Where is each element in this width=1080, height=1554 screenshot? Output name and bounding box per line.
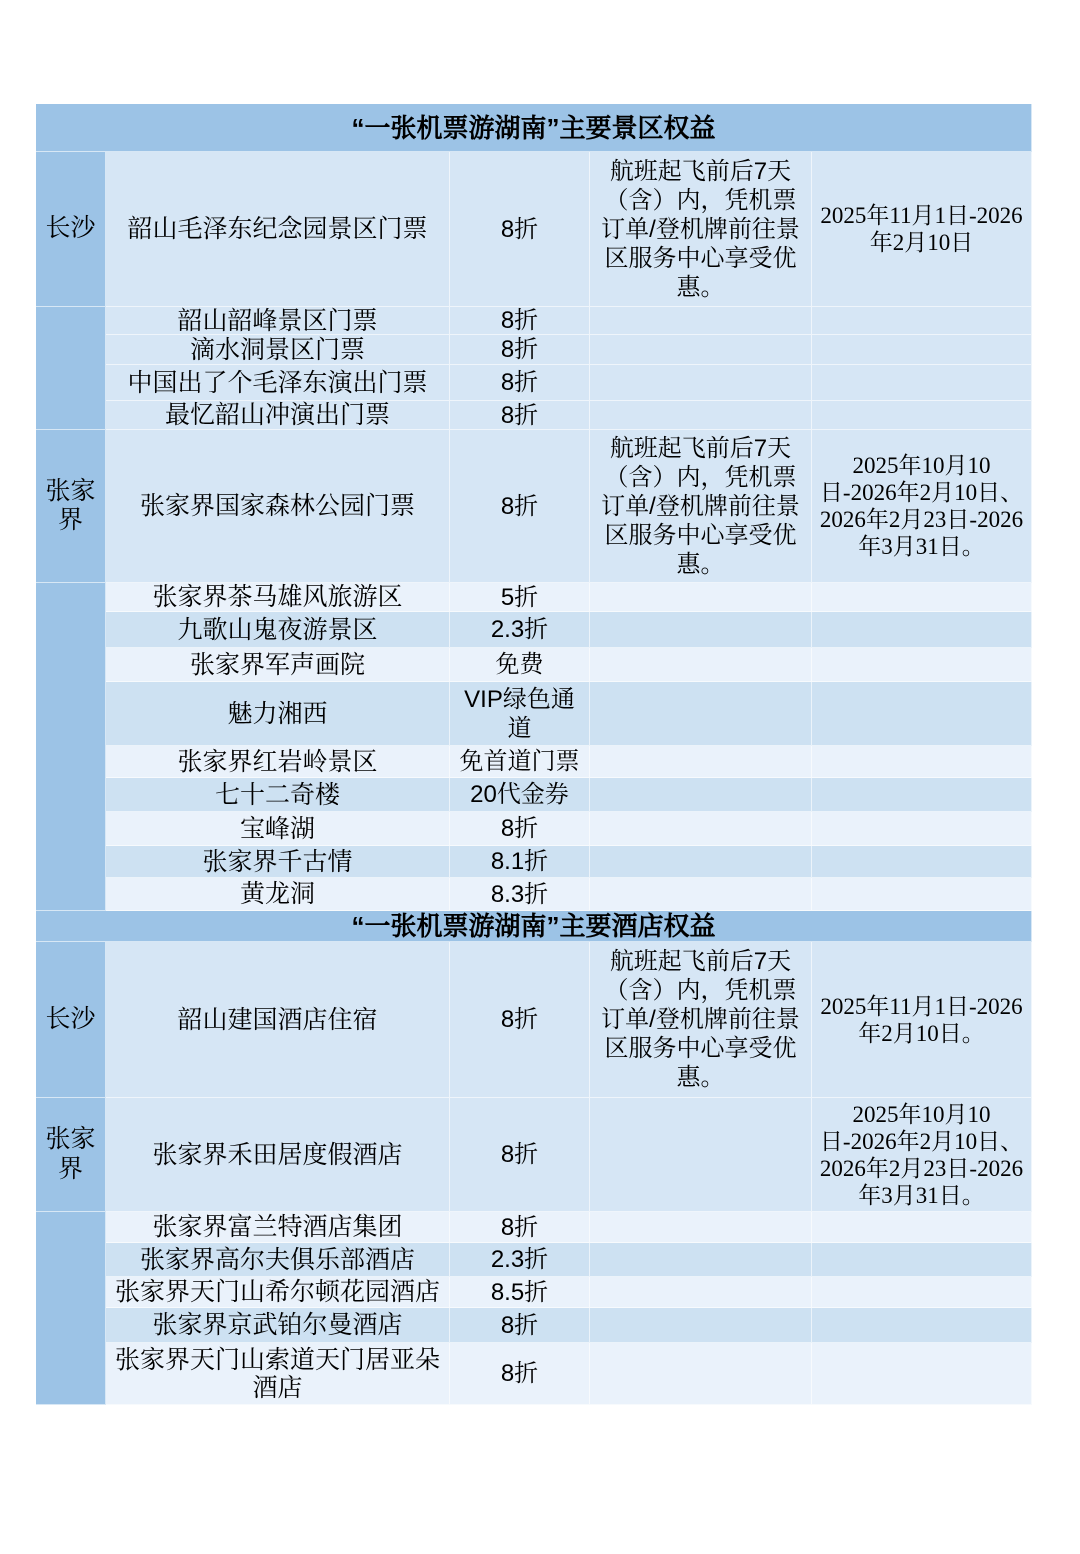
attraction-name: 宝峰湖 — [106, 812, 450, 846]
usage-condition — [590, 1277, 812, 1308]
usage-condition — [590, 365, 812, 401]
validity-period — [812, 812, 1032, 846]
attraction-name: 七十二奇楼 — [106, 778, 450, 812]
benefit-value: 8.3折 — [450, 878, 590, 911]
validity-period — [812, 1212, 1032, 1243]
city-cell-empty — [36, 1212, 106, 1405]
city-cell-zhangjiajie: 张家界 — [36, 430, 106, 583]
city-cell-changsha: 长沙 — [36, 152, 106, 307]
validity-period — [812, 1243, 1032, 1277]
usage-condition — [590, 846, 812, 878]
attraction-name: 中国出了个毛泽东演出门票 — [106, 365, 450, 401]
usage-condition — [590, 682, 812, 746]
hotel-name: 张家界京武铂尔曼酒店 — [106, 1308, 450, 1343]
benefit-value: 8折 — [450, 1308, 590, 1343]
benefit-value: 2.3折 — [450, 1243, 590, 1277]
validity-period — [812, 1343, 1032, 1405]
attraction-name: 魅力湘西 — [106, 682, 450, 746]
validity-period — [812, 365, 1032, 401]
hotel-name: 张家界天门山希尔顿花园酒店 — [106, 1277, 450, 1308]
usage-condition — [590, 1098, 812, 1212]
usage-condition — [590, 878, 812, 911]
city-cell-changsha: 长沙 — [36, 942, 106, 1098]
validity-period: 2025年10月10 日-2026年2月10日、 2026年2月23日-2026 年3月31日。 — [812, 1098, 1032, 1212]
validity-period — [812, 612, 1032, 648]
hotel-name: 张家界高尔夫俱乐部酒店 — [106, 1243, 450, 1277]
validity-period — [812, 307, 1032, 335]
attraction-name: 滴水洞景区门票 — [106, 335, 450, 365]
validity-period — [812, 335, 1032, 365]
attraction-name: 九歌山鬼夜游景区 — [106, 612, 450, 648]
benefit-value: 免首道门票 — [450, 746, 590, 778]
section-header-hotels: “一张机票游湖南”主要酒店权益 — [36, 911, 1032, 942]
usage-condition — [590, 648, 812, 682]
usage-condition — [590, 746, 812, 778]
validity-period — [812, 1277, 1032, 1308]
attraction-name: 黄龙洞 — [106, 878, 450, 911]
benefit-value: 8折 — [450, 1343, 590, 1405]
attraction-name: 张家界军声画院 — [106, 648, 450, 682]
benefit-value: 免费 — [450, 648, 590, 682]
benefit-value: 5折 — [450, 583, 590, 612]
benefit-value: 8折 — [450, 430, 590, 583]
usage-condition: 航班起飞前后7天 （含）内，凭机票 订单/登机牌前往景 区服务中心享受优 惠。 — [590, 152, 812, 307]
usage-condition: 航班起飞前后7天 （含）内，凭机票 订单/登机牌前往景 区服务中心享受优 惠。 — [590, 942, 812, 1098]
benefit-value: 8折 — [450, 942, 590, 1098]
city-cell-empty — [36, 583, 106, 911]
attraction-name: 张家界国家森林公园门票 — [106, 430, 450, 583]
attraction-name: 韶山毛泽东纪念园景区门票 — [106, 152, 450, 307]
validity-period — [812, 878, 1032, 911]
attraction-name: 张家界茶马雄风旅游区 — [106, 583, 450, 612]
benefit-value: VIP绿色通 道 — [450, 682, 590, 746]
benefit-value: 8折 — [450, 307, 590, 335]
usage-condition — [590, 612, 812, 648]
validity-period: 2025年11月1日-2026 年2月10日 — [812, 152, 1032, 307]
benefit-value: 20代金券 — [450, 778, 590, 812]
validity-period — [812, 1308, 1032, 1343]
validity-period: 2025年11月1日-2026 年2月10日。 — [812, 942, 1032, 1098]
validity-period — [812, 682, 1032, 746]
usage-condition — [590, 401, 812, 430]
usage-condition — [590, 1243, 812, 1277]
usage-condition — [590, 1308, 812, 1343]
hotel-name: 张家界天门山索道天门居亚朵 酒店 — [106, 1343, 450, 1405]
benefit-value: 2.3折 — [450, 612, 590, 648]
benefit-value: 8折 — [450, 1212, 590, 1243]
attraction-name: 张家界红岩岭景区 — [106, 746, 450, 778]
validity-period — [812, 401, 1032, 430]
city-cell-empty — [36, 307, 106, 430]
section-header-attractions: “一张机票游湖南”主要景区权益 — [36, 104, 1032, 152]
benefits-table — [36, 104, 1032, 1405]
validity-period — [812, 648, 1032, 682]
validity-period: 2025年10月10 日-2026年2月10日、 2026年2月23日-2026 年3月31日。 — [812, 430, 1032, 583]
benefit-value: 8.1折 — [450, 846, 590, 878]
benefit-value: 8折 — [450, 152, 590, 307]
attraction-name: 最忆韶山冲演出门票 — [106, 401, 450, 430]
usage-condition — [590, 1212, 812, 1243]
usage-condition — [590, 778, 812, 812]
validity-period — [812, 778, 1032, 812]
benefit-value: 8折 — [450, 1098, 590, 1212]
validity-period — [812, 846, 1032, 878]
benefit-value: 8折 — [450, 335, 590, 365]
attraction-name: 韶山韶峰景区门票 — [106, 307, 450, 335]
usage-condition: 航班起飞前后7天 （含）内，凭机票 订单/登机牌前往景 区服务中心享受优 惠。 — [590, 430, 812, 583]
usage-condition — [590, 812, 812, 846]
benefit-value: 8折 — [450, 812, 590, 846]
usage-condition — [590, 307, 812, 335]
city-cell-zhangjiajie: 张家界 — [36, 1098, 106, 1212]
hotel-name: 韶山建国酒店住宿 — [106, 942, 450, 1098]
validity-period — [812, 583, 1032, 612]
validity-period — [812, 746, 1032, 778]
usage-condition — [590, 335, 812, 365]
benefit-value: 8折 — [450, 365, 590, 401]
usage-condition — [590, 1343, 812, 1405]
usage-condition — [590, 583, 812, 612]
hotel-name: 张家界富兰特酒店集团 — [106, 1212, 450, 1243]
benefit-value: 8.5折 — [450, 1277, 590, 1308]
attraction-name: 张家界千古情 — [106, 846, 450, 878]
benefit-value: 8折 — [450, 401, 590, 430]
hotel-name: 张家界禾田居度假酒店 — [106, 1098, 450, 1212]
